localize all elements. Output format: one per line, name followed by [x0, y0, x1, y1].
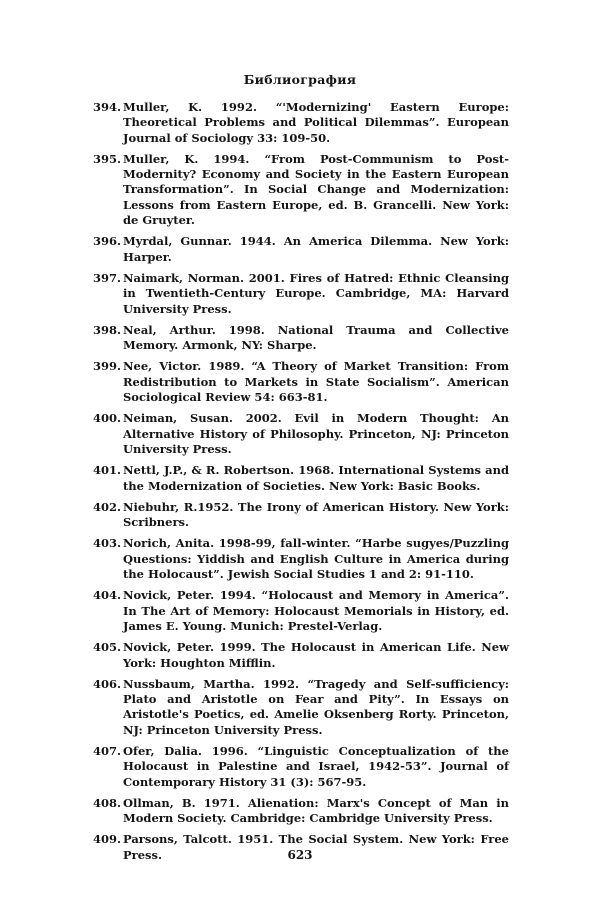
entry-number: 407. — [92, 743, 121, 758]
bibliography-entry — [92, 795, 509, 827]
bibliography-entry — [92, 499, 509, 531]
entry-text: Ofer, Dalia. 1996. “Linguistic Conceptualization of the Holocaust in Palestine and Israel, 1942-53”. Journal of Contemporary History 31 (3): 567-95. — [123, 743, 509, 789]
entry-number: 404. — [92, 588, 121, 603]
entry-number: 402. — [92, 499, 121, 514]
entry-text: Parsons, Talcott. 1951. The Social System. New York: Free Press. — [123, 832, 509, 862]
entry-text: Muller, K. 1994. “From Post-Communism to Post-Modernity? Economy and Society in the Eastern European Transformation”. In Social Change and Modernization: Lessons from Eastern Europe, ed. B. Grancelli. New York: de Gruyter. — [123, 151, 509, 228]
bibliography-entry — [92, 411, 509, 457]
page-number: 623 — [287, 848, 313, 862]
entry-text: Ollman, B. 1971. Alienation: Marx's Concept of Man in Modern Society. Cambridge: Cambridge University Press. — [123, 795, 509, 826]
bibliography-entry — [92, 676, 509, 738]
entry-text: Nettl, J.P., & R. Robertson. 1968. International Systems and the Modernization of Societies. New York: Basic Books. — [123, 463, 509, 493]
entry-number: 408. — [92, 795, 121, 810]
bibliography-entry — [92, 463, 509, 494]
entry-text: Niebuhr, R.1952. The Irony of American History. New York: Scribners. — [123, 499, 509, 530]
bibliography-list — [92, 100, 509, 869]
entry-number: 399. — [92, 359, 121, 374]
entry-text: Novick, Peter. 1994. “Holocaust and Memory in America”. In The Art of Memory: Holocaust Memorials in History, ed. James E. Young. Munich: Prestel-Verlag. — [123, 588, 509, 633]
entry-number: 405. — [92, 640, 121, 655]
entry-text: Naimark, Norman. 2001. Fires of Hatred: Ethnic Cleansing in Twentieth-Century Europe. Cambridge, MA: Harvard University Press. — [123, 270, 509, 316]
bibliography-entry — [92, 234, 509, 265]
entry-text: Novick, Peter. 1999. The Holocaust in American Life. New York: Houghton Mifflin. — [123, 640, 509, 670]
running-header: Библиография — [243, 72, 357, 87]
entry-number: 403. — [92, 536, 121, 551]
entry-number: 409. — [92, 832, 121, 847]
entry-text: Muller, K. 1992. “'Modernizing' Eastern Europe: Theoretical Problems and Political Dilemmas”. European Journal of Sociology 33: 109-50. — [123, 100, 509, 145]
entry-text: Myrdal, Gunnar. 1944. An America Dilemma. New York: Harper. — [123, 234, 509, 264]
bibliography-entry — [92, 640, 509, 671]
entry-text: Neal, Arthur. 1998. National Trauma and Collective Memory. Armonk, NY: Sharpe. — [123, 322, 509, 353]
entry-number: 395. — [92, 151, 121, 166]
entry-number: 406. — [92, 676, 121, 691]
entry-text: Nee, Victor. 1989. “A Theory of Market Transition: From Redistribution to Markets in State Socialism”. American Sociological Review 54: 663-81. — [123, 359, 509, 405]
entry-text: Neiman, Susan. 2002. Evil in Modern Thought: An Alternative History of Philosophy. Princeton, NJ: Princeton University Press. — [123, 411, 509, 456]
bibliography-entry — [92, 588, 509, 634]
bibliography-entry — [92, 100, 509, 146]
entry-number: 397. — [92, 270, 121, 285]
bibliography-entry — [92, 743, 509, 790]
bibliography-entry — [92, 322, 509, 354]
entry-number: 400. — [92, 411, 121, 426]
entry-number: 398. — [92, 322, 121, 337]
entry-number: 401. — [92, 463, 121, 478]
bibliography-entry — [92, 536, 509, 582]
entry-number: 396. — [92, 234, 121, 249]
entry-text: Nussbaum, Martha. 1992. “Tragedy and Self-sufficiency: Plato and Aristotle on Fear and Pity”. In Essays on Aristotle's Poetics, ed. Amelie Oksenberg Rorty. Princeton, NJ: Princeton University Press. — [123, 676, 509, 737]
bibliography-entry — [92, 359, 509, 405]
entry-number: 394. — [92, 100, 121, 114]
bibliography-entry — [92, 151, 509, 228]
entry-text: Norich, Anita. 1998-99, fall-winter. “Harbe sugyes/Puzzling Questions: Yiddish and English Culture in America during the Holocaust”. Jewish Social Studies 1 and 2: 91-110. — [123, 536, 509, 582]
bibliography-entry — [92, 270, 509, 317]
